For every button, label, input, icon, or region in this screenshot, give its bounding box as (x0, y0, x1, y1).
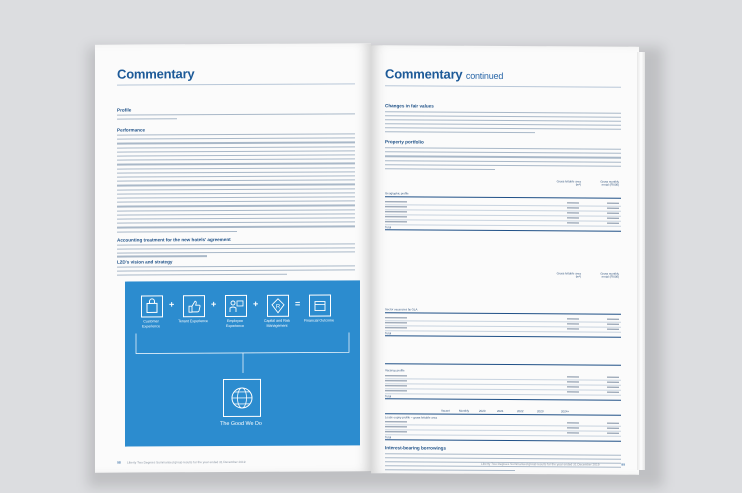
text-line (385, 168, 495, 170)
table-total-label: Total (385, 225, 392, 230)
text-line (117, 251, 355, 253)
text-line (117, 150, 355, 152)
section-heading-profile: Profile (117, 107, 132, 113)
table-row (385, 224, 621, 226)
text-line (117, 159, 355, 161)
shopping-bag-icon (141, 295, 163, 317)
table-cell (567, 422, 579, 423)
table-cell (567, 328, 579, 329)
infographic-icons-row (133, 294, 353, 365)
table-row (385, 434, 621, 436)
page-number: 99 (621, 462, 625, 467)
plus-icon: + (169, 299, 175, 310)
table-row (385, 204, 621, 206)
table-cell (607, 382, 619, 383)
infographic-connector (133, 332, 353, 373)
text-line (385, 147, 621, 150)
table-cell (607, 218, 619, 219)
table-total-label: Total (385, 394, 392, 399)
column-header-gla: Gross lettable area (m²) (556, 271, 581, 279)
table-cell (567, 427, 579, 428)
table-cell (607, 324, 619, 325)
plus-icon: + (253, 298, 259, 309)
infographic-label-financial: Financial Outcome (304, 318, 334, 323)
table-cell (385, 317, 407, 318)
table-cell (385, 221, 407, 222)
value-creation-infographic (125, 280, 360, 446)
table-row (385, 388, 621, 390)
text-line (385, 164, 621, 167)
table-cell (385, 211, 407, 212)
table-cell (385, 426, 407, 427)
text-line (117, 142, 355, 144)
page-stack-edge (637, 52, 645, 470)
left-page (95, 43, 371, 472)
table-cell (567, 318, 579, 319)
text-line (117, 205, 355, 207)
plus-icon: + (211, 299, 217, 310)
text-line (117, 231, 237, 233)
table-cell (607, 208, 619, 209)
title-rule (117, 83, 355, 86)
vision-text-block (95, 43, 371, 44)
table-cell (607, 223, 619, 224)
capital-r-icon (267, 295, 289, 317)
table-cell (567, 391, 579, 392)
table-row (385, 424, 621, 426)
text-line (117, 213, 355, 215)
globe-icon (223, 379, 261, 417)
table-row (385, 209, 621, 211)
table-label-vacancy: Vacancy profile (385, 368, 405, 373)
page-number: 98 (117, 460, 121, 465)
title-rule (385, 85, 621, 88)
section-heading-performance: Performance (117, 127, 146, 133)
table-cell (567, 202, 579, 203)
text-line (385, 151, 621, 154)
lease-year-header: Monthly (459, 408, 470, 413)
right-page (371, 45, 639, 475)
table-row (385, 320, 621, 322)
infographic-label-tenant: Tenant Experience (178, 319, 208, 324)
table-label-geographic: Geographic profile (385, 191, 409, 196)
text-line (117, 154, 355, 156)
table-row (385, 219, 621, 221)
text-line (385, 127, 621, 130)
table-cell (385, 431, 407, 432)
lease-year-header: Vacant (441, 408, 450, 413)
lease-year-header: 2024+ (561, 409, 570, 414)
table-row (385, 214, 621, 216)
table-cell (567, 432, 579, 433)
infographic-label-customer: Customer Experience (142, 319, 160, 329)
table-row (385, 325, 621, 327)
table-cell (385, 421, 407, 422)
section-heading-fair-values: Changes in fair values (385, 103, 434, 109)
column-header-rental: Gross monthly rental (R'000) (600, 179, 619, 188)
text-line (117, 209, 355, 211)
table-cell (607, 213, 619, 214)
table-label-sector: Sector vacancies by GLA (385, 307, 418, 312)
text-line (117, 247, 355, 249)
section-heading-borrowings: Interest-bearing borrowings (385, 445, 447, 451)
text-line (385, 123, 621, 126)
text-line (117, 256, 207, 258)
table-cell (567, 207, 579, 208)
text-line (117, 222, 355, 224)
table-rule (385, 439, 621, 441)
table-rule (385, 398, 621, 400)
column-header-gla: Gross lettable area (m²) (556, 179, 581, 187)
table-cell (385, 216, 407, 217)
lease-year-header: 2022 (517, 409, 524, 414)
text-line (117, 269, 355, 271)
thumbs-up-icon (183, 295, 205, 317)
text-line (117, 243, 355, 245)
table-cell (607, 423, 619, 424)
lease-year-header: 2020 (479, 408, 486, 413)
text-line (117, 226, 355, 228)
table-rule (385, 363, 621, 365)
text-line (385, 131, 535, 133)
infographic-label-capital: Capital and Risk Management (263, 318, 291, 328)
text-line (385, 453, 621, 456)
table-total-label: Total (385, 331, 392, 336)
table-cell (385, 390, 407, 391)
table-cell (607, 329, 619, 330)
text-line (117, 196, 355, 198)
text-line (117, 265, 355, 267)
section-heading-vision: L2D's vision and strategy (117, 259, 173, 265)
text-line (117, 167, 355, 169)
table-row (385, 429, 621, 431)
text-line (117, 163, 355, 165)
table-cell (607, 319, 619, 320)
column-header-rental: Gross monthly rental (R'000) (600, 271, 619, 280)
table-cell (567, 323, 579, 324)
table-cell (567, 217, 579, 218)
title-continued: continued (465, 70, 504, 81)
table-row (385, 393, 621, 395)
text-line (117, 146, 355, 148)
table-cell (567, 212, 579, 213)
table-cell (385, 201, 407, 202)
table-rule (385, 312, 621, 314)
table-label-lease: Lease expiry profile – gross lettable area (385, 415, 438, 420)
table-row (385, 383, 621, 385)
table-cell (385, 322, 407, 323)
page-title: Commentary continued (385, 66, 504, 82)
table-row (385, 378, 621, 380)
text-line (117, 175, 355, 177)
table-total-label: Total (385, 435, 392, 440)
infographic-label-employee: Employee Experience (226, 318, 244, 328)
table-cell (567, 381, 579, 382)
table-cell (567, 376, 579, 377)
text-line (385, 111, 621, 114)
equals-icon: = (295, 298, 301, 309)
text-line (117, 113, 355, 115)
text-line (385, 119, 621, 122)
text-line (117, 217, 355, 219)
box-icon (309, 294, 331, 316)
section-heading-accounting: Accounting treatment for the new hotels' agreement (117, 237, 231, 243)
good-we-do-label: The Good We Do (220, 420, 262, 428)
table-cell (607, 203, 619, 204)
text-line (117, 171, 355, 173)
performance-text-block (95, 43, 371, 44)
table-cell (607, 387, 619, 388)
page-footer: Liberty Two Degrees Summarised group results for the year ended 31 December 2019 (127, 459, 246, 465)
page-title: Commentary (117, 66, 195, 82)
table-cell (385, 385, 407, 386)
borrowings-text-block (371, 45, 639, 47)
lease-year-header: 2023 (537, 409, 544, 414)
svg-text:R: R (275, 304, 281, 311)
table-cell (385, 380, 407, 381)
text-line (117, 184, 355, 186)
table-cell (607, 433, 619, 434)
fair-values-text-block (371, 45, 639, 47)
table-cell (567, 386, 579, 387)
person-board-icon (225, 295, 247, 317)
property-text-block (371, 45, 639, 47)
text-line (385, 115, 621, 118)
table-cell (385, 327, 407, 328)
text-line (117, 188, 355, 190)
text-line (117, 192, 355, 194)
text-line (117, 138, 355, 140)
text-line (117, 273, 287, 275)
text-line (117, 201, 355, 203)
table-cell (607, 377, 619, 378)
text-line (385, 160, 621, 163)
table-rule (385, 229, 621, 231)
lease-year-header: 2021 (497, 408, 504, 413)
table-cell (385, 206, 407, 207)
table-cell (607, 428, 619, 429)
table-rule (385, 335, 621, 337)
text-line (385, 469, 515, 471)
text-line (117, 180, 355, 182)
text-line (385, 457, 621, 460)
table-cell (567, 222, 579, 223)
table-cell (385, 375, 407, 376)
text-line (117, 118, 177, 120)
text-line (117, 133, 355, 135)
text-line (385, 156, 621, 159)
table-row (385, 330, 621, 332)
table-rule (385, 196, 621, 198)
section-heading-property: Property portfolio (385, 139, 424, 145)
table-cell (607, 392, 619, 393)
accounting-text-block (95, 43, 371, 44)
page-footer: Liberty Two Degrees Summarised group results for the year ended 31 December 2019 (481, 461, 600, 467)
